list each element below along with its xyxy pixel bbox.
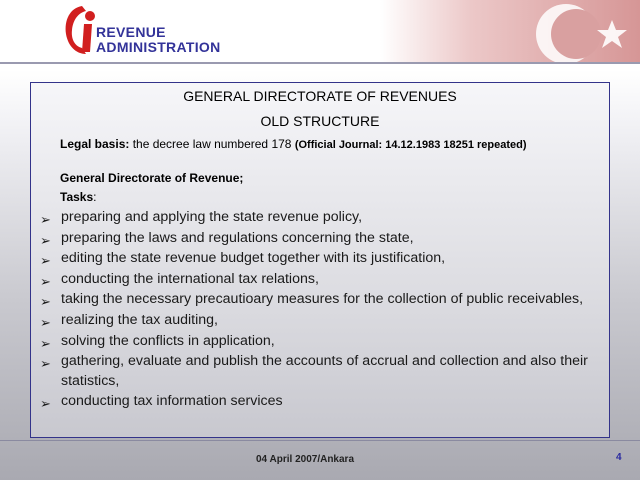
- brand-line-2: ADMINISTRATION: [96, 39, 221, 55]
- tasks-list: [40, 208, 600, 413]
- legal-basis: [60, 137, 590, 153]
- tasks-colon: :: [93, 190, 97, 204]
- tasks-label: Tasks: [60, 190, 94, 204]
- revenue-administration-logo-icon: [60, 2, 100, 58]
- page-title: GENERAL DIRECTORATE OF REVENUES: [183, 88, 457, 104]
- arrow-bullet-icon: ➢: [40, 212, 51, 227]
- legal-basis-label: Legal basis:: [60, 137, 130, 151]
- arrow-bullet-icon: ➢: [40, 356, 51, 372]
- list-item-text: conducting the international tax relations,: [61, 270, 319, 287]
- footer-date: 04 April 2007/Ankara: [255, 454, 355, 465]
- page-number: 4: [616, 452, 622, 463]
- list-item: [40, 249, 600, 269]
- list-item-text: conducting tax information services: [61, 393, 283, 410]
- arrow-bullet-icon: ➢: [40, 253, 51, 269]
- list-item: [40, 352, 600, 391]
- arrow-bullet-icon: ➢: [40, 294, 51, 310]
- header-divider: [0, 62, 640, 64]
- list-item: [40, 229, 600, 249]
- list-item: [40, 270, 600, 290]
- list-item-text: editing the state revenue budget together with its justification,: [61, 250, 446, 267]
- directorate-heading: General Directorate of Revenue;: [60, 171, 244, 185]
- page-subtitle: OLD STRUCTURE: [260, 113, 380, 129]
- list-item-text: solving the conflicts in application,: [61, 332, 275, 349]
- list-item: [40, 392, 600, 412]
- arrow-bullet-icon: ➢: [40, 335, 51, 351]
- footer-divider: [0, 440, 640, 441]
- tasks-heading: [60, 190, 96, 204]
- arrow-bullet-icon: ➢: [40, 273, 51, 289]
- list-item: [40, 332, 600, 352]
- arrow-bullet-icon: ➢: [40, 396, 51, 412]
- list-item-text: realizing the tax auditing,: [61, 311, 218, 328]
- list-item-text: taking the necessary precautioary measures for the collection of public receivables,: [61, 291, 584, 308]
- brand-line-1: REVENUE: [96, 24, 166, 40]
- arrow-bullet-icon: ➢: [40, 314, 51, 330]
- list-item-text: gathering, evaluate and publish the accounts of accrual and collection and also their statistics,: [61, 353, 588, 389]
- legal-basis-text: the decree law numbered 178: [129, 137, 295, 151]
- list-item: [40, 208, 600, 228]
- arrow-bullet-icon: ➢: [40, 232, 51, 248]
- list-item: [40, 290, 600, 310]
- list-item-text: preparing and applying the state revenue policy,: [61, 209, 363, 225]
- list-item-text: preparing the laws and regulations concerning the state,: [61, 229, 414, 246]
- list-item: [40, 311, 600, 331]
- brand-name: [96, 25, 221, 55]
- legal-basis-reference: (Official Journal: 14.12.1983 18251 repeated): [294, 139, 527, 151]
- header: [0, 0, 640, 62]
